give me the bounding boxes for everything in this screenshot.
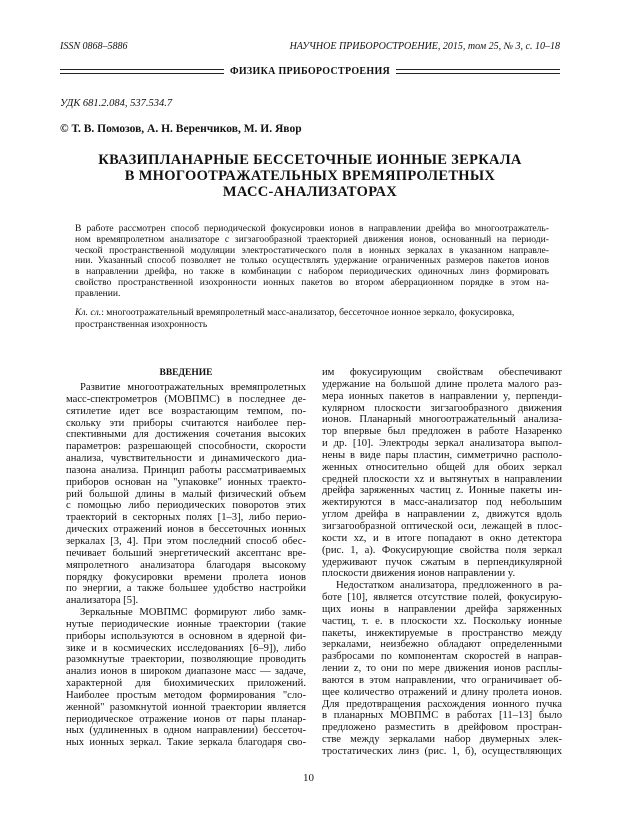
- body-text-line: пазона анализа. Принцип работы рассматриваемых: [66, 464, 306, 476]
- body-text-line: тор впервые был предложен в работе Назаренко: [322, 426, 562, 438]
- body-text-line: тростатических линз (рис. 1, б), осуществляющих: [322, 746, 562, 757]
- body-text-line: женной" разомкнутой ионной траектории является: [66, 701, 306, 713]
- abstract: [75, 224, 549, 300]
- body-text-line: анализ ионов в широком диапазоне масс — задаче,: [66, 666, 306, 678]
- body-text-line: удерживают пучок сжатым в перпендикулярной: [322, 556, 562, 568]
- body-text-line: приборы используются в основном в ядерной фи-: [66, 630, 306, 642]
- body-text-line: ионов. Планарный многоотражательный анализа-: [322, 414, 562, 426]
- body-text-line: нутые периодические ионные траектории (такие: [66, 618, 306, 630]
- body-text-line: плоскости движения ионов направлении y.: [322, 568, 516, 580]
- body-text-line: женных относительно общей для обоих зеркал: [322, 461, 562, 473]
- body-text-line: Для предотвращения расхождения ионного пучка: [322, 698, 562, 710]
- body-text-line: печивает больший энергетический аксептанс вре-: [66, 547, 306, 559]
- abstract-line: ческой пространственной модуляции электростатического поля в ионных зеркалах в указанном направле-: [75, 244, 549, 256]
- body-text-line: зике и в космических исследованиях [6–9]), либо: [66, 642, 306, 654]
- body-text-line: траекторий в секторных полях [1–3], либо перио-: [66, 512, 306, 524]
- body-text-line: дических отражений ионов в бессеточных ионных: [66, 524, 306, 536]
- abstract-line: В работе рассмотрен способ периодической фокусировки ионов в направлении дрейфа во многоотражатель-: [75, 223, 549, 234]
- body-text-line: ных ионных зеркал. Такие зеркала благодаря сво-: [66, 737, 306, 749]
- body-text-line: с помощью либо периодических поворотов этих: [66, 500, 306, 512]
- keywords-label: Кл. сл.: [75, 307, 102, 318]
- body-text-line: частиц, т. е. в плоскости xz. Поскольку ионные: [322, 615, 562, 627]
- body-text-line: периодическое отражение ионов от пары планар-: [66, 713, 306, 725]
- body-text-line: мера ионных пакетов в направлении y, перпенди-: [322, 390, 562, 402]
- body-text-line: предложено разместить в дрейфовом простран-: [322, 722, 562, 734]
- body-text-line: Развитие многоотражательных времяпролетных: [80, 382, 306, 393]
- body-text-line: щее количество отражений и длину пролета ионов.: [322, 686, 562, 698]
- body-text-line: боте [10], является отсутствие полей, фокусирую-: [322, 592, 562, 604]
- paper-title: [60, 152, 560, 200]
- body-text-line: по энергии, а также большее удобство настройки: [66, 583, 306, 595]
- body-text-line: стве между зеркалами набор двумерных элек-: [322, 734, 562, 746]
- body-text-line: мяпролетного анализатора благодаря высокому: [66, 559, 306, 571]
- body-text-line: разомкнутые траектории, позволяющие проводить: [66, 654, 306, 666]
- body-text-line: зеркалами, неизбежно обладают определенными: [322, 639, 562, 651]
- body-text-line: Недостатком анализатора, предложенного в ра-: [336, 580, 562, 592]
- body-text-line: кости xz, и в итоге попадают в окно детектора: [322, 532, 562, 544]
- abstract-line: в направлении дрейфа, но также в комбинации с набором периодических одиночных линз формировать: [75, 266, 549, 278]
- body-text-line: кулярном плоскости зигзагообразного движения: [322, 402, 562, 414]
- keywords: [75, 307, 549, 330]
- keywords-text: : многоотражательный времяпролетный масс-анализатор, бессеточное ионное зеркало, фокусировка,: [101, 307, 515, 318]
- body-text-line: масс-спектрометров (МОВПМС) в последнее де-: [66, 393, 306, 405]
- abstract-line: свойство пространственной изохронности ионных пакетов во втором аберрационном порядке в этом на-: [75, 276, 549, 288]
- body-text-line: Зеркальные МОВПМС формируют либо замк-: [80, 607, 306, 619]
- title-line: В МНОГООТРАЖАТЕЛЬНЫХ ВРЕМЯПРОЛЕТНЫХ: [124, 168, 496, 184]
- section-title: ФИЗИКА ПРИБОРОСТРОЕНИЯ: [229, 66, 391, 77]
- body-text-line: ваются в этом направлении, что ограничивает об-: [322, 674, 562, 686]
- issn: ISSN 0868–5886: [60, 41, 128, 52]
- body-text-line: в планарных МОВПМС в работах [11–13] было: [322, 710, 562, 722]
- double-rule-right: [396, 69, 560, 74]
- keywords-text: пространственная изохронность: [75, 318, 208, 330]
- right-column: [322, 367, 562, 758]
- section-header: [60, 66, 560, 77]
- body-text-line: лении z, то они по мере движения ионов расплы-: [322, 663, 562, 675]
- body-text-line: пакеты, инжектируемые в пространство между: [322, 627, 562, 639]
- body-text-line: удержание на большой длине пролета малого раз-: [322, 378, 562, 390]
- section-heading-introduction: ВВЕДЕНИЕ: [159, 368, 213, 378]
- body-text-line: нены в виде пары пластин, симметрично располо-: [322, 449, 562, 461]
- body-text-line: ных (удлиненных в одном направлении) бессеточ-: [66, 725, 306, 737]
- abstract-line: правлении.: [75, 287, 121, 299]
- body-text-line: зеркалах [3, 4]. При этом последний способ обес-: [66, 535, 306, 547]
- udk: УДК 681.2.084, 537.534.7: [60, 98, 173, 109]
- body-text-line: средней плоскости xz и вытянутых в направлении: [322, 473, 562, 485]
- body-text-line: анализатора [5].: [66, 595, 139, 607]
- body-text-line: углом дрейфа в направлении z, движутся вдоль: [322, 509, 562, 521]
- body-text-line: скольку эти приборы считаются наиболее пер-: [66, 417, 306, 429]
- body-text-line: им фокусирующим свойствам обеспечивают: [322, 367, 562, 378]
- authors: © Т. В. Помозов, А. Н. Веренчиков, М. И. Явор: [60, 123, 302, 135]
- body-text-line: (рис. 1, а). Фокусирующие свойства поля зеркал: [322, 544, 562, 556]
- abstract-line: нии. Указанный способ позволяет не только осуществлять удержание ограниченных размеров пакетов ионов: [75, 255, 549, 267]
- body-text-line: щих ионы в направлении дрейфа заряженных: [322, 603, 562, 615]
- body-text-line: характерной для биохимических приложений.: [66, 678, 306, 690]
- body-text-line: разбросами по компонентам скоростей в направ-: [322, 651, 562, 663]
- left-column: [66, 367, 306, 749]
- body-text-line: порядку фокусировки времени пролета ионов: [66, 571, 306, 583]
- page-number: 10: [303, 772, 314, 784]
- body-text-line: рий большой длины в малый физический объем: [66, 488, 306, 500]
- body-text-line: Наиболее простым методом формирования "сло-: [66, 689, 306, 701]
- title-line: МАСС-АНАЛИЗАТОРАХ: [222, 184, 398, 200]
- double-rule-left: [60, 69, 224, 74]
- body-text-line: сятилетие идет все возрастающим темпом, по-: [66, 405, 306, 417]
- body-text-line: спективными для достижения сочетания высоких: [66, 429, 306, 441]
- body-text-line: дрейфа заряженных частиц z. Ионные пакеты ин-: [322, 485, 562, 497]
- body-text-line: зигзагообразной оптической оси, лежащей в плос-: [322, 520, 562, 532]
- body-text-line: анализа, чувствительности и динамического диа-: [66, 453, 306, 465]
- body-text-line: приборов основан на "упаковке" ионных траекто-: [66, 476, 306, 488]
- journal-citation: НАУЧНОЕ ПРИБОРОСТРОЕНИЕ, 2015, том 25, № 3, c. 10–18: [289, 41, 560, 52]
- body-text-line: параметров: разрешающей способности, скорости: [66, 441, 306, 453]
- body-text-line: жектируются в масс-анализатор под небольшим: [322, 497, 562, 509]
- abstract-line: ном времяпролетном анализаторе с зигзагообразной траекторией движения ионов, основанный на периоди-: [75, 233, 549, 245]
- body-text-line: и др. [10]. Электроды зеркал анализатора выпол-: [322, 438, 562, 450]
- title-line: КВАЗИПЛАНАРНЫЕ БЕССЕТОЧНЫЕ ИОННЫЕ ЗЕРКАЛА: [98, 152, 522, 168]
